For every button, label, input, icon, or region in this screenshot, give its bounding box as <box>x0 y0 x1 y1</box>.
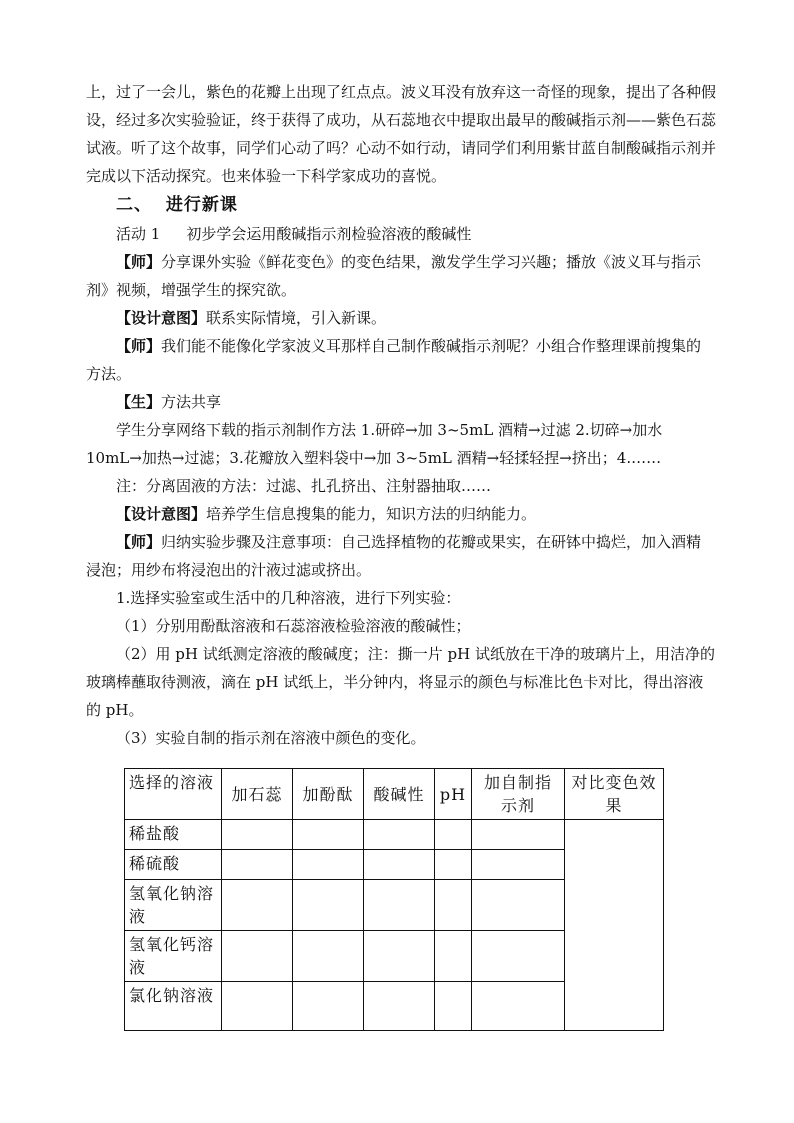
cell <box>222 880 293 931</box>
cell <box>222 982 293 1031</box>
comparison-merged-cell <box>565 820 664 1031</box>
header-acidity: 酸碱性 <box>364 769 435 820</box>
design-intent-2 <box>86 500 716 528</box>
table-row <box>125 820 664 850</box>
header-color-comparison: 对比变色效果 <box>565 769 664 820</box>
header-solution: 选择的溶液 <box>125 769 222 820</box>
cell <box>364 880 435 931</box>
activity-title: 初步学会运用酸碱指示剂检验溶液的酸碱性 <box>186 225 472 243</box>
paragraph-text: 方法共享 <box>161 393 222 411</box>
activity-line <box>86 220 716 248</box>
cell <box>364 931 435 982</box>
table-header-row <box>125 769 664 820</box>
speaker-tag: 【生】 <box>116 393 162 411</box>
document-body <box>86 78 716 752</box>
speaker-tag: 【设计意图】 <box>116 505 207 523</box>
header-homemade-indicator: 加自制指示剂 <box>472 769 565 820</box>
cell <box>222 931 293 982</box>
teacher-paragraph-1 <box>86 248 716 304</box>
header-phenolphthalein: 加酚酞 <box>293 769 364 820</box>
row-label: 氢氧化钠溶液 <box>125 880 222 931</box>
cell <box>364 820 435 850</box>
cell <box>472 982 565 1031</box>
teacher-paragraph-2 <box>86 332 716 388</box>
cell <box>472 931 565 982</box>
methods-paragraph: 学生分享网络下载的指示剂制作方法 1.研碎→加 3~5mL 酒精→过滤 2.切碎→加水 10mL→加热→过滤；3.花瓣放入塑料袋中→加 3~5mL 酒精→轻揉轻捏→挤出；4.…… <box>86 421 663 467</box>
cell <box>435 850 472 880</box>
paragraph-text: 联系实际情境，引入新课。 <box>206 309 387 327</box>
step-1-sub-2: （2）用 pH 试纸测定溶液的酸碱度；注：撕一片 pH 试纸放在干净的玻璃片上，用洁净的玻璃棒蘸取待测液，滴在 pH 试纸上，半分钟内，将显示的颜色与标准比色卡对比，得出溶液的 pH。 <box>86 645 715 719</box>
cell <box>293 850 364 880</box>
cell <box>293 931 364 982</box>
cell <box>222 820 293 850</box>
activity-label: 活动 1 <box>116 225 161 243</box>
design-intent-1 <box>86 304 716 332</box>
intro-paragraph: 上，过了一会儿，紫色的花瓣上出现了红点点。波义耳没有放弃这一奇怪的现象，提出了各种假设，经过多次实验验证，终于获得了成功，从石蕊地衣中提取出最早的酸碱指示剂——紫色石蕊试液。听了这个故事，同学们心动了吗？心动不如行动，请同学们利用紫甘蓝自制酸碱指示剂并完成以下活动探究。也来体验一下科学家成功的喜悦。 <box>86 83 717 185</box>
header-ph: pH <box>435 769 472 820</box>
paragraph-text: 分享课外实验《鲜花变色》的变色结果，激发学生学习兴趣；播放《波义耳与指示剂》视频，增强学生的探究欲。 <box>86 253 702 299</box>
step-1-sub-1: （1）分别用酚酞溶液和石蕊溶液检验溶液的酸碱性； <box>116 617 471 635</box>
speaker-tag: 【设计意图】 <box>116 309 207 327</box>
experiment-table <box>124 768 664 1031</box>
header-litmus: 加石蕊 <box>222 769 293 820</box>
row-label: 氯化钠溶液 <box>125 982 222 1031</box>
cell <box>435 931 472 982</box>
cell <box>435 880 472 931</box>
step-1-sub-3: （3）实验自制的指示剂在溶液中颜色的变化。 <box>116 729 426 747</box>
cell <box>293 820 364 850</box>
teacher-paragraph-3 <box>86 528 716 584</box>
cell <box>364 982 435 1031</box>
cell <box>472 850 565 880</box>
paragraph-text: 归纳实验步骤及注意事项：自己选择植物的花瓣或果实，在研钵中捣烂，加入酒精浸泡；用纱布将浸泡出的汁液过滤或挤出。 <box>86 533 702 579</box>
speaker-tag: 【师】 <box>116 253 162 271</box>
paragraph-text: 培养学生信息搜集的能力，知识方法的归纳能力。 <box>206 505 537 523</box>
cell <box>293 982 364 1031</box>
cell <box>293 880 364 931</box>
speaker-tag: 【师】 <box>116 533 162 551</box>
row-label: 氢氧化钙溶液 <box>125 931 222 982</box>
student-paragraph <box>86 388 716 416</box>
cell <box>222 850 293 880</box>
cell <box>472 880 565 931</box>
paragraph-text: 我们能不能像化学家波义耳那样自己制作酸碱指示剂呢？小组合作整理课前搜集的方法。 <box>86 337 702 383</box>
step-1: 1.选择实验室或生活中的几种溶液，进行下列实验： <box>116 589 461 607</box>
note-paragraph: 注：分离固液的方法：过滤、扎孔挤出、注射器抽取…… <box>116 477 492 495</box>
cell <box>435 820 472 850</box>
row-label: 稀盐酸 <box>125 820 222 850</box>
row-label: 稀硫酸 <box>125 850 222 880</box>
cell <box>364 850 435 880</box>
cell <box>435 982 472 1031</box>
speaker-tag: 【师】 <box>116 337 162 355</box>
section-heading: 二、 进行新课 <box>116 195 238 215</box>
cell <box>472 820 565 850</box>
